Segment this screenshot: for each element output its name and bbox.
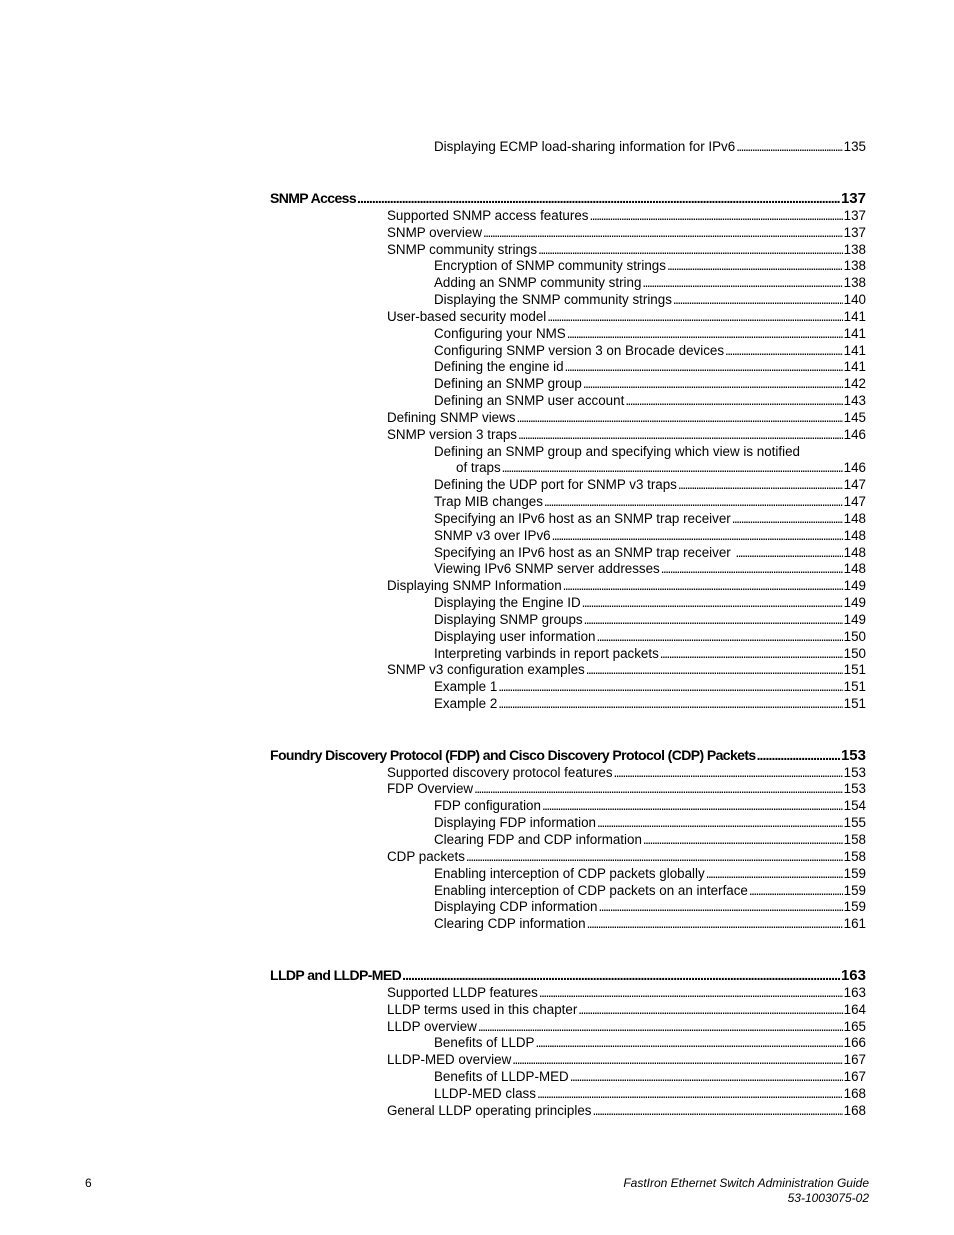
chapter-heading-lldp[interactable]: LLDP and LLDP-MED . . . 163 [270,966,866,985]
toc-entry[interactable]: Defining an SNMP user account . . . 143 [434,392,866,409]
toc-entry[interactable]: General LLDP operating principles . . . 168 [387,1102,866,1119]
toc-entry[interactable]: Displaying SNMP Information . . . 149 [387,577,866,594]
toc-entry[interactable]: Configuring your NMS . . . 141 [434,325,866,342]
toc-entry[interactable]: Defining SNMP views . . . 145 [387,409,866,426]
toc-entry[interactable]: Benefits of LLDP . . . 166 [434,1034,866,1051]
toc-entry[interactable]: Supported SNMP access features . . . 137 [387,207,866,224]
document-number: 53-1003075-02 [787,1191,869,1205]
toc-entry[interactable]: User-based security model . . . 141 [387,308,866,325]
toc-entry[interactable]: Specifying an IPv6 host as an SNMP trap receiver . . . 148 [434,510,866,527]
toc-entry[interactable]: Displaying FDP information . . . 155 [434,814,866,831]
toc-entry[interactable]: Displaying SNMP groups . . . 149 [434,611,866,628]
toc-entry[interactable]: Displaying ECMP load-sharing information for IPv6 . . . 135 [434,138,866,155]
page-number: 6 [85,1176,92,1190]
toc-entry[interactable]: Displaying the SNMP community strings . . . 140 [434,291,866,308]
toc-entry[interactable]: LLDP overview . . . 165 [387,1018,866,1035]
toc-entry[interactable]: Defining an SNMP group . . . 142 [434,375,866,392]
toc-entry[interactable]: Example 1 . . . 151 [434,678,866,695]
toc-entry[interactable]: LLDP-MED class . . . 168 [434,1085,866,1102]
toc-entry[interactable]: SNMP v3 configuration examples . . . 151 [387,661,866,678]
chapter-heading-fdp[interactable]: Foundry Discovery Protocol (FDP) and Cisco Discovery Protocol (CDP) Packets . . . 153 [270,746,866,765]
toc-entry[interactable]: Defining the UDP port for SNMP v3 traps . . . 147 [434,476,866,493]
toc-entry[interactable]: Clearing CDP information . . . 161 [434,915,866,932]
toc-entry[interactable]: Enabling interception of CDP packets on an interface . . . 159 [434,882,866,899]
toc-entry[interactable]: Encryption of SNMP community strings . . . 138 [434,257,866,274]
toc-entry[interactable]: FDP configuration . . . 154 [434,797,866,814]
toc-entry[interactable]: Specifying an IPv6 host as an SNMP trap receiver . . . 148 [434,544,866,561]
toc-entry[interactable]: Displaying user information . . . 150 [434,628,866,645]
toc-entry[interactable]: Configuring SNMP version 3 on Brocade devices . . . 141 [434,342,866,359]
toc-entry[interactable]: Viewing IPv6 SNMP server addresses . . . 148 [434,560,866,577]
toc-entry[interactable]: Benefits of LLDP-MED . . . 167 [434,1068,866,1085]
dot-leader [402,966,840,984]
toc-entry[interactable]: Displaying CDP information . . . 159 [434,898,866,915]
toc-entry[interactable]: SNMP overview . . . 137 [387,224,866,241]
toc-entry[interactable]: LLDP terms used in this chapter . . . 164 [387,1001,866,1018]
toc-entry[interactable]: SNMP version 3 traps . . . 146 [387,426,866,443]
toc-entry[interactable]: SNMP v3 over IPv6 . . . 148 [434,527,866,544]
toc-entry[interactable]: Supported LLDP features . . . 163 [387,984,866,1001]
toc-entry[interactable]: Example 2 . . . 151 [434,695,866,712]
toc-entry[interactable]: CDP packets . . . 158 [387,848,866,865]
toc-entry-continuation[interactable]: of traps . . . 146 [456,459,866,476]
chapter-heading-snmp[interactable]: SNMP Access . . . 137 [270,189,866,208]
toc-entry[interactable]: SNMP community strings . . . 138 [387,241,866,258]
dot-leader [357,189,840,207]
toc-entry[interactable]: FDP Overview . . . 153 [387,780,866,797]
toc-entry[interactable]: Enabling interception of CDP packets globally . . . 159 [434,865,866,882]
guide-title: FastIron Ethernet Switch Administration Guide [623,1176,869,1190]
dot-leader [757,746,840,764]
toc-entry-wrapped[interactable]: Defining an SNMP group and specifying which view is notified [434,444,800,459]
toc-entry[interactable]: Interpreting varbinds in report packets . . . 150 [434,645,866,662]
document-footer [623,1176,869,1206]
toc-entry[interactable]: Trap MIB changes . . . 147 [434,493,866,510]
toc-entry[interactable]: LLDP-MED overview . . . 167 [387,1051,866,1068]
dot-leader [736,138,842,155]
toc-entry[interactable]: Adding an SNMP community string . . . 138 [434,274,866,291]
toc-entry[interactable]: Displaying the Engine ID . . . 149 [434,594,866,611]
toc-entry[interactable]: Clearing FDP and CDP information . . . 158 [434,831,866,848]
toc-entry[interactable]: Defining the engine id . . . 141 [434,358,866,375]
toc-entry[interactable]: Supported discovery protocol features . . . 153 [387,764,866,781]
